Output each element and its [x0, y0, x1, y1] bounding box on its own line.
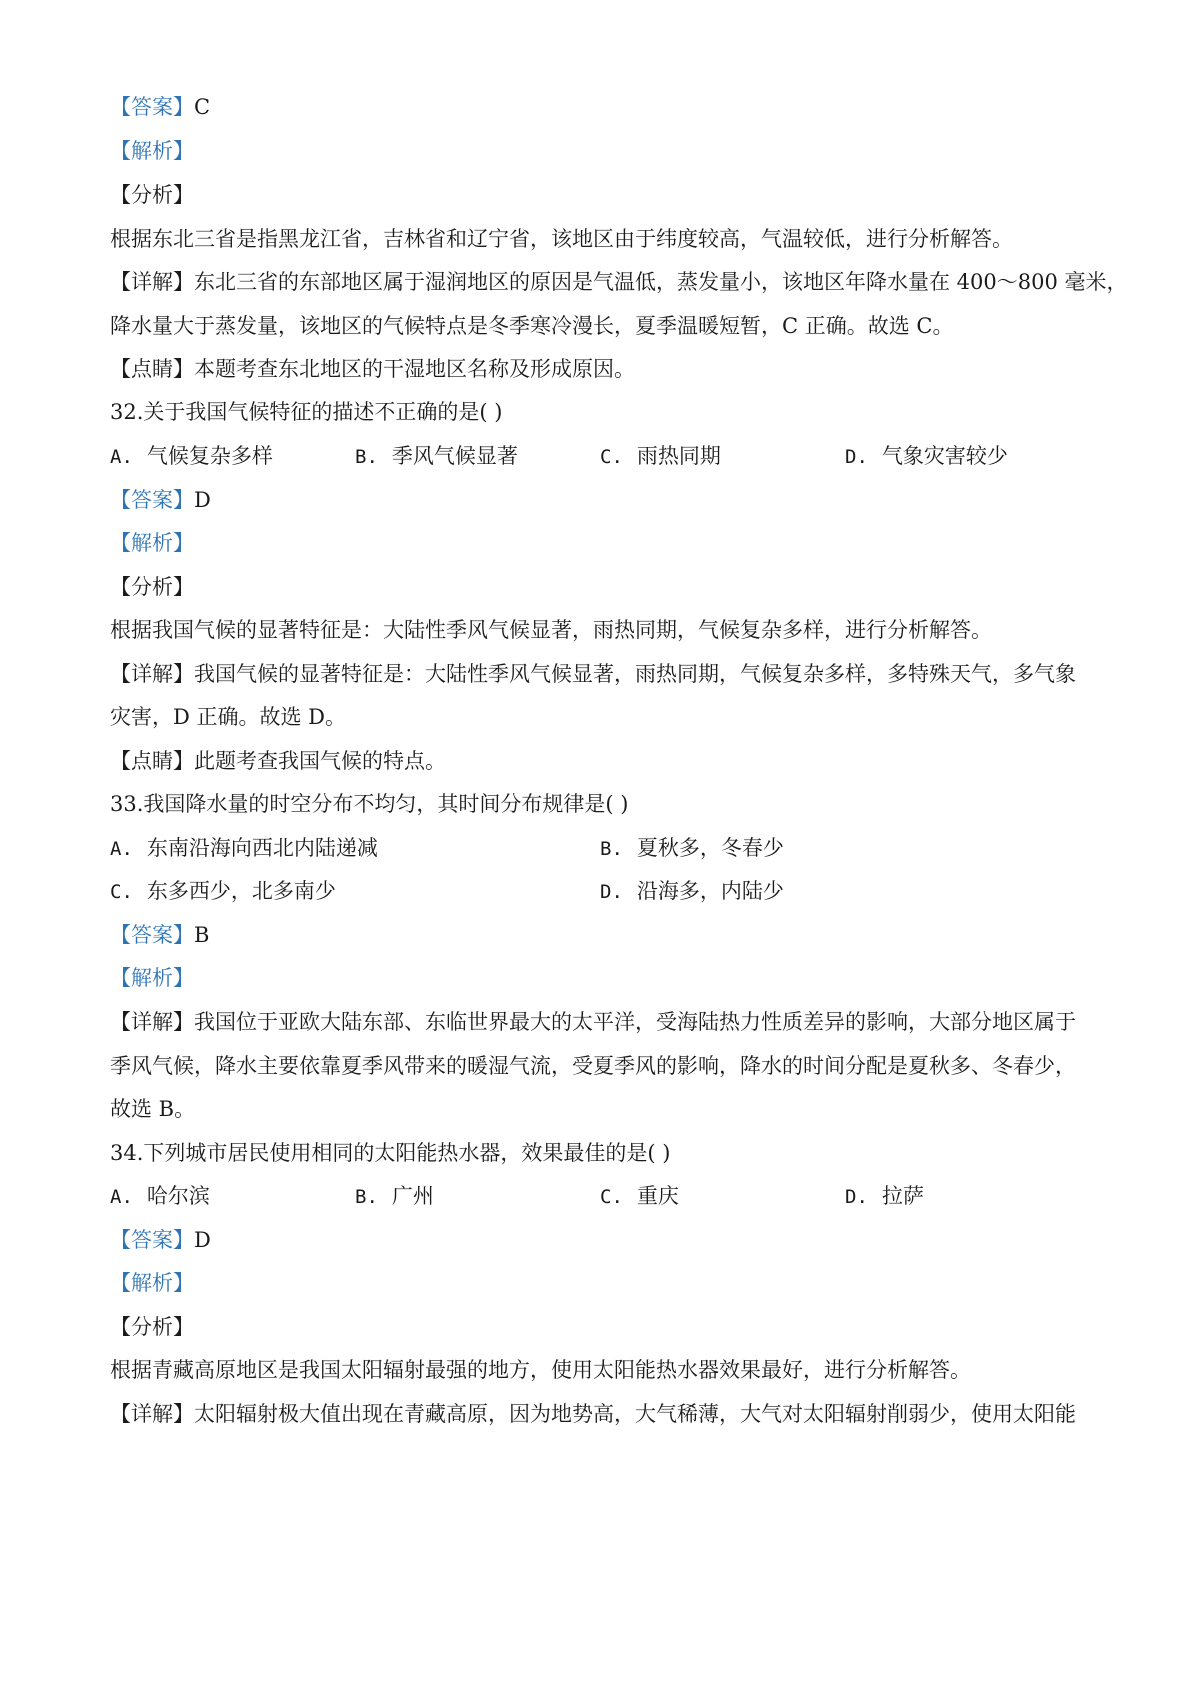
detail-line: [110, 1007, 1100, 1037]
tip-text: 此题考查我国气候的特点。: [194, 749, 446, 773]
answer-label: 【答案】: [110, 923, 194, 947]
fenxi-text: 根据我国气候的显著特征是：大陆性季风气候显著，雨热同期，气候复杂多样，进行分析解答。: [110, 618, 992, 642]
detail-label: 【详解】: [110, 270, 194, 294]
detail-text-continued: 灾害，D 正确。故选 D。: [110, 705, 347, 729]
detail-text-continued: 季风气候，降水主要依靠夏季风带来的暖湿气流，受夏季风的影响，降水的时间分配是夏秋多、冬春少，: [110, 1054, 1076, 1078]
answer-value: D: [194, 488, 211, 512]
tip-line: [110, 354, 1100, 384]
detail-label: 【详解】: [110, 1010, 194, 1034]
detail-text: 东北三省的东部地区属于湿润地区的原因是气温低，蒸发量小，该地区年降水量在 400～800 毫米，: [194, 270, 1128, 294]
question-34: 34.下列城市居民使用相同的太阳能热水器，效果最佳的是( ): [110, 1141, 671, 1165]
analysis-label: 【解析】: [110, 966, 194, 990]
answer-label: 【答案】: [110, 488, 194, 512]
detail-text-continued: 故选 B。: [110, 1097, 196, 1121]
tip-line: [110, 746, 1100, 776]
option-b: B. 夏秋多，冬春少: [600, 836, 784, 860]
detail-label: 【详解】: [110, 1402, 194, 1426]
answer-line: [110, 92, 1100, 122]
answer-value: C: [194, 95, 211, 119]
option-a: A. 东南沿海向西北内陆递减: [110, 836, 378, 860]
analysis-label: 【解析】: [110, 1271, 194, 1295]
answer-label: 【答案】: [110, 1228, 194, 1252]
fenxi-label: 【分析】: [110, 183, 194, 207]
detail-text: 我国位于亚欧大陆东部、东临世界最大的太平洋，受海陆热力性质差异的影响，大部分地区属于: [194, 1010, 1076, 1034]
detail-label: 【详解】: [110, 662, 194, 686]
fenxi-label: 【分析】: [110, 575, 194, 599]
answer-label: 【答案】: [110, 95, 194, 119]
fenxi-text: 根据青藏高原地区是我国太阳辐射最强的地方，使用太阳能热水器效果最好，进行分析解答。: [110, 1358, 971, 1382]
analysis-label: 【解析】: [110, 531, 194, 555]
answer-line: [110, 485, 1100, 515]
analysis-label: 【解析】: [110, 139, 194, 163]
option-b: B. 广州: [355, 1184, 434, 1208]
fenxi-text: 根据东北三省是指黑龙江省，吉林省和辽宁省，该地区由于纬度较高，气温较低，进行分析解答。: [110, 227, 1013, 251]
option-d: D. 拉萨: [845, 1184, 924, 1208]
detail-text-continued: 降水量大于蒸发量，该地区的气候特点是冬季寒冷漫长，夏季温暖短暂，C 正确。故选 C。: [110, 314, 954, 338]
detail-line: [110, 267, 1128, 297]
question-32: 32.关于我国气候特征的描述不正确的是( ): [110, 400, 503, 424]
answer-line: [110, 920, 1100, 950]
fenxi-label: 【分析】: [110, 1315, 194, 1339]
detail-text: 太阳辐射极大值出现在青藏高原，因为地势高，大气稀薄，大气对太阳辐射削弱少，使用太阳能: [194, 1402, 1076, 1426]
tip-label: 【点睛】: [110, 749, 194, 773]
option-c: C. 雨热同期: [600, 444, 721, 468]
option-a: A. 气候复杂多样: [110, 444, 273, 468]
detail-line: [110, 659, 1100, 689]
option-d: D. 气象灾害较少: [845, 444, 1008, 468]
option-a: A. 哈尔滨: [110, 1184, 210, 1208]
tip-label: 【点睛】: [110, 357, 194, 381]
answer-value: B: [194, 923, 210, 947]
detail-text: 我国气候的显著特征是：大陆性季风气候显著，雨热同期，气候复杂多样，多特殊天气，多气象: [194, 662, 1076, 686]
option-b: B. 季风气候显著: [355, 444, 518, 468]
option-d: D. 沿海多，内陆少: [600, 879, 784, 903]
tip-text: 本题考查东北地区的干湿地区名称及形成原因。: [194, 357, 635, 381]
answer-line: [110, 1225, 1100, 1255]
question-33: 33.我国降水量的时空分布不均匀，其时间分布规律是( ): [110, 792, 629, 816]
detail-line: [110, 1399, 1100, 1429]
option-c: C. 东多西少，北多南少: [110, 879, 336, 903]
answer-value: D: [194, 1228, 211, 1252]
option-c: C. 重庆: [600, 1184, 679, 1208]
